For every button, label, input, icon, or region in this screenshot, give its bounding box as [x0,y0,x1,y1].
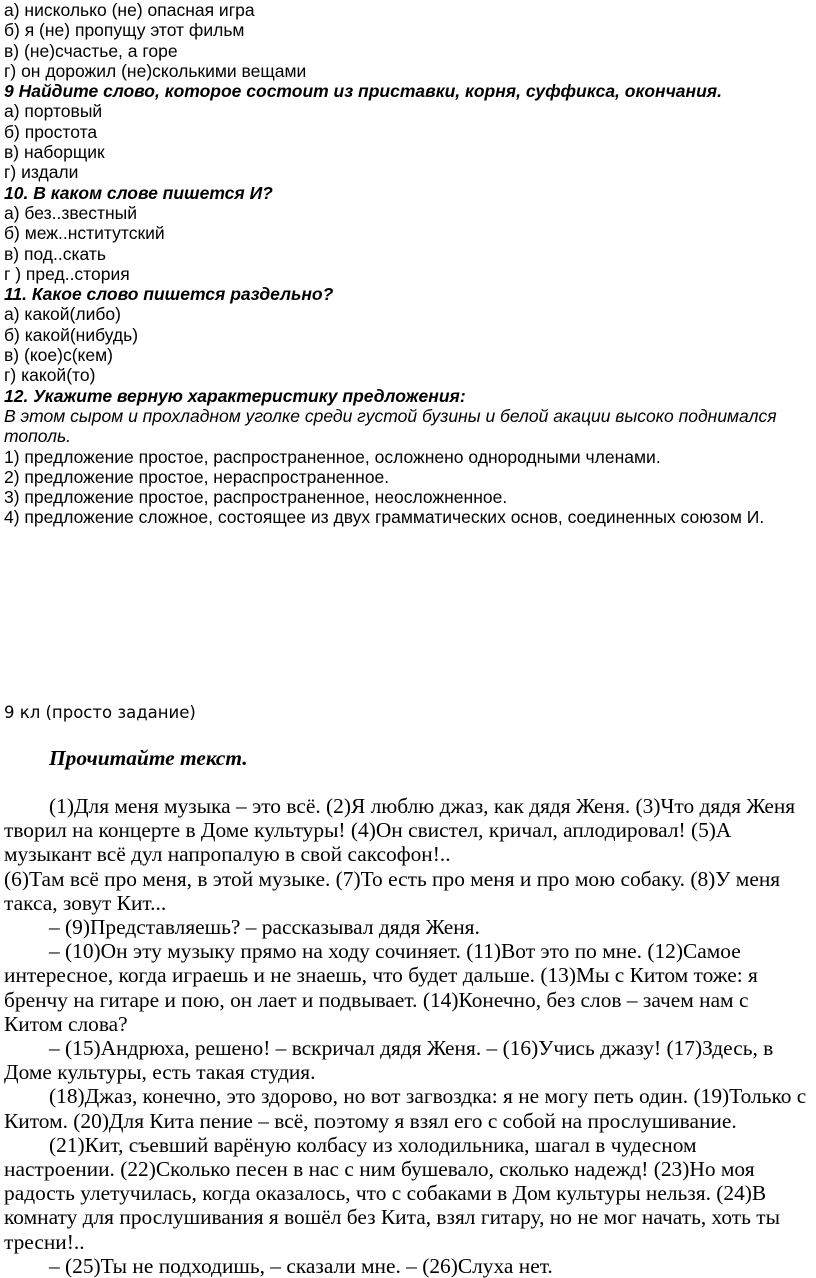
answer-option: б) меж..нститутский [4,223,165,244]
answer-option: б) я (не) пропущу этот фильм [4,20,245,41]
paragraph: (21)Кит, съевший варёную колбасу из холодильника, шагал в чудесном настроении. (22)Сколько песен в нас с ним бушевало, сколько надежд! (23)Но моя радость улетучилась, когда оказалось, что с собаками в Дом культуры нельзя. (24)В комнату для прослушивания я вошёл без Кита, взял гитару, но не мог начать, хоть ты тресни!.. [4,1132,780,1254]
answer-option: 3) предложение простое, распространенное, неосложненное. [4,487,508,508]
answer-option: 1) предложение простое, распространенное, осложнено однородными членами. [4,446,661,467]
paragraph: – (10)Он эту музыку прямо на ходу сочиняет. (11)Вот это по мне. (12)Самое интересное, когда играешь и не знаешь, что будет дальше. (13)Мы с Китом тоже: я бренчу на гитаре и пою, он лает и подвывает. (14)Конечно, без слов – зачем нам с Китом слова? [4,939,758,1036]
answer-option: 2) предложение простое, нераспространенное. [4,466,390,487]
question-9: 9 Найдите слово, которое состоит из приставки, корня, суффикса, окончания. [4,81,722,102]
quiz-section [4,0,812,528]
question-10: 10. В каком слове пишется И? [4,182,273,203]
read-heading: Прочитайте текст. [49,746,248,770]
answer-option: а) какой(либо) [4,304,121,325]
answer-option: а) нисколько (не) опасная игра [4,0,255,20]
answer-option: в) (кое)с(кем) [4,345,113,366]
answer-option: г) он дорожил (не)сколькими вещами [4,60,307,81]
paragraph: (6)Там всё про меня, в этой музыке. (7)То есть про меня и про мою собаку. (8)У меня такса, зовут Кит... [4,866,781,915]
answer-option: б) какой(нибудь) [4,324,139,345]
answer-option: а) без..звестный [4,202,137,223]
story-text [4,794,810,1278]
answer-option: в) под..скать [4,243,107,264]
answer-option: 4) предложение сложное, состоящее из двух грамматических основ, соединенных союзом И. [4,507,765,528]
paragraph: – (9)Представляешь? – рассказывал дядя Женя. [49,915,480,940]
example-sentence: В этом сыром и прохладном уголке среди густой бузины и белой акации высоко поднимался тополь. [4,405,777,447]
answer-option: в) (не)счастье, а горе [4,40,178,61]
answer-option: г ) пред..стория [4,263,130,284]
answer-option: а) портовый [4,101,103,122]
grade-label: 9 кл (просто задание) [4,703,196,722]
question-12: 12. Укажите верную характеристику предложения: [4,385,466,406]
paragraph: (1)Для меня музыка – это всё. (2)Я люблю джаз, как дядя Женя. (3)Что дядя Женя творил на концерте в Доме культуры! (4)Он свистел, кричал, аплодировал! (5)А музыкант всё дул напропалую в свой саксофон!.. [4,794,796,867]
answer-option: в) наборщик [4,142,105,163]
paragraph: – (25)Ты не подходишь, – сказали мне. – (26)Слуха нет. [49,1253,553,1278]
answer-option: г) издали [4,162,79,183]
answer-option: г) какой(то) [4,365,96,386]
answer-option: б) простота [4,121,98,142]
question-11: 11. Какое слово пишется раздельно? [4,284,334,305]
paragraph: (18)Джаз, конечно, это здорово, но вот загвоздка: я не могу петь один. (19)Только с Китом. (20)Для Кита пение – всё, поэтому я взял его с собой на прослушивание. [4,1084,807,1133]
paragraph: – (15)Андрюха, решено! – вскричал дядя Женя. – (16)Учись джазу! (17)Здесь, в Доме культуры, есть такая студия. [4,1036,774,1085]
